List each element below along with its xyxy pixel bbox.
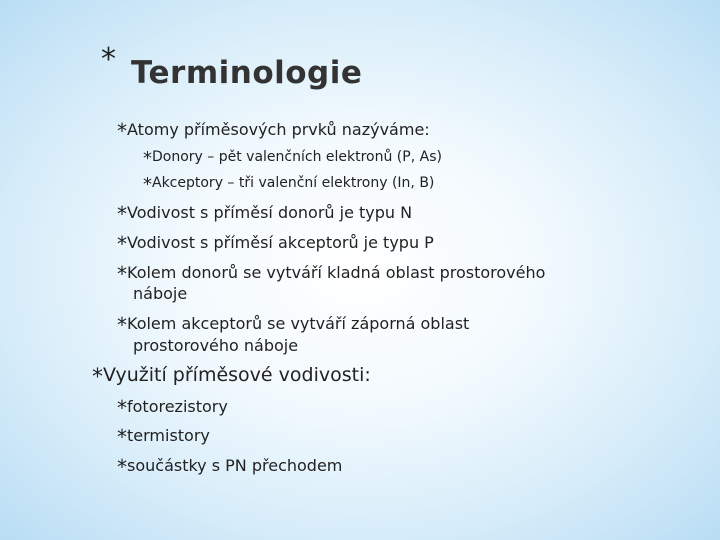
bullet-vodivost-p-text: Vodivost s příměsí akceptorů je typu P	[127, 233, 434, 252]
bullet-akceptory	[143, 176, 434, 194]
bullet-vyuziti-text: Využití příměsové vodivosti:	[103, 364, 371, 386]
bullet-marker: *	[92, 365, 103, 390]
bullet-marker: *	[143, 148, 152, 169]
bullet-akceptory-text: Akceptory – tři valenční elektrony (In, B)	[152, 175, 435, 191]
bullet-kolem-akceptoru-cont	[133, 338, 298, 354]
bullet-marker: *	[117, 232, 127, 256]
bullet-vodivost-p	[117, 234, 434, 254]
bullet-kolem-akceptoru-line2: prostorového náboje	[133, 336, 299, 355]
bullet-kolem-akceptoru	[117, 315, 469, 335]
bullet-atomy	[117, 121, 430, 141]
bullet-fotorezistory	[117, 398, 228, 418]
bullet-vyuziti	[92, 366, 371, 389]
bullet-donory-text: Donory – pět valenčních elektronů (P, As)	[152, 149, 442, 165]
bullet-kolem-donoru-line1: Kolem donorů se vytváří kladná oblast prostorového	[127, 263, 546, 282]
bullet-soucastky-text: součástky s PN přechodem	[127, 456, 343, 475]
bullet-fotorezistory-text: fotorezistory	[127, 397, 228, 416]
bullet-soucastky	[117, 457, 342, 477]
bullet-donory	[143, 150, 442, 168]
bullet-marker: *	[143, 174, 152, 195]
bullet-kolem-akceptoru-line1: Kolem akceptorů se vytváří záporná oblast	[127, 314, 470, 333]
bullet-marker: *	[117, 262, 127, 286]
bullet-vodivost-n	[117, 204, 412, 224]
bullet-vodivost-n-text: Vodivost s příměsí donorů je typu N	[127, 203, 413, 222]
bullet-marker: *	[117, 119, 127, 143]
bullet-marker: *	[117, 455, 127, 479]
bullet-atomy-text: Atomy příměsových prvků nazýváme:	[127, 120, 430, 139]
bullet-marker: *	[117, 425, 127, 449]
bullet-kolem-donoru	[117, 264, 545, 284]
bullet-termistory-text: termistory	[127, 426, 210, 445]
title-marker: *	[101, 42, 116, 77]
bullet-marker: *	[117, 396, 127, 420]
bullet-kolem-donoru-line2: náboje	[133, 284, 188, 303]
bullet-marker: *	[117, 202, 127, 226]
bullet-kolem-donoru-cont	[133, 286, 187, 302]
bullet-termistory	[117, 427, 210, 447]
slide-title: Terminologie	[131, 55, 363, 91]
bullet-marker: *	[117, 313, 127, 337]
